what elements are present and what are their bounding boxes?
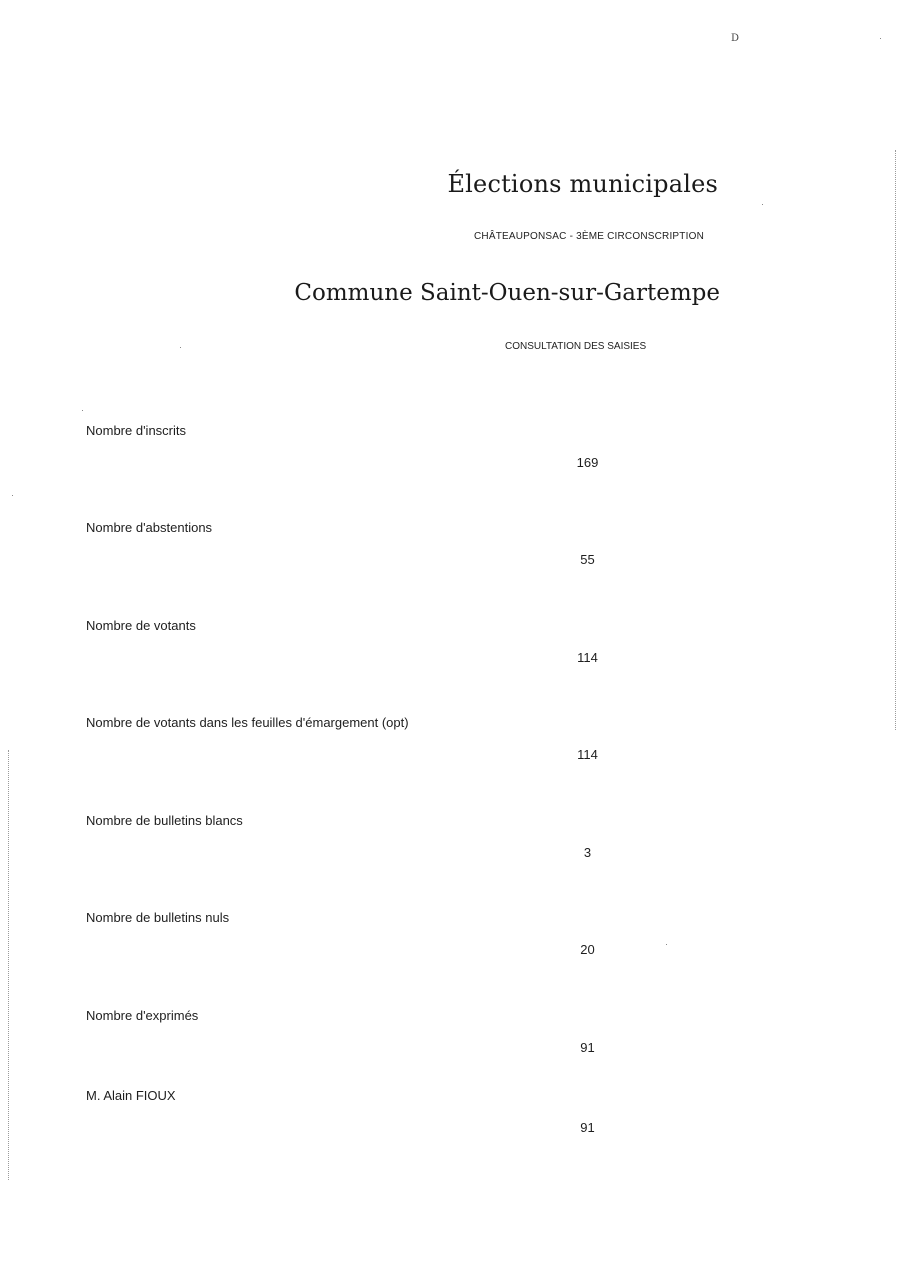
page-title: Élections municipales bbox=[447, 170, 718, 198]
row-label-votants-emargement: Nombre de votants dans les feuilles d'émargement (opt) bbox=[86, 715, 409, 730]
row-label-abstentions: Nombre d'abstentions bbox=[86, 520, 213, 535]
row-label-exprimes: Nombre d'exprimés bbox=[86, 1008, 199, 1023]
scan-speck bbox=[880, 38, 881, 39]
row-value-inscrits: 169 bbox=[576, 455, 599, 470]
scan-edge-dots-left bbox=[8, 750, 10, 1180]
row-label-votants: Nombre de votants bbox=[86, 618, 196, 633]
section-heading: CONSULTATION DES SAISIES bbox=[505, 341, 647, 352]
scan-edge-dots-right bbox=[895, 150, 897, 730]
scan-speck bbox=[762, 204, 763, 205]
row-label-bulletins-nuls: Nombre de bulletins nuls bbox=[86, 910, 230, 925]
row-label-inscrits: Nombre d'inscrits bbox=[86, 423, 187, 438]
commune-title: Commune Saint-Ouen-sur-Gartempe bbox=[294, 280, 720, 306]
page-corner-mark: D bbox=[731, 33, 740, 44]
scan-speck bbox=[666, 944, 667, 945]
row-value-votants: 114 bbox=[577, 650, 598, 665]
row-label-candidate: M. Alain FIOUX bbox=[86, 1088, 176, 1103]
row-value-bulletins-nuls: 20 bbox=[580, 942, 595, 957]
row-value-exprimes: 91 bbox=[580, 1040, 595, 1055]
row-label-bulletins-blancs: Nombre de bulletins blancs bbox=[86, 813, 243, 828]
scan-speck bbox=[12, 495, 13, 496]
scan-speck bbox=[82, 410, 83, 411]
circonscription-subtitle: CHÂTEAUPONSAC - 3ÈME CIRCONSCRIPTION bbox=[473, 231, 704, 242]
row-value-abstentions: 55 bbox=[580, 552, 595, 567]
scan-speck bbox=[180, 347, 181, 348]
row-value-candidate: 91 bbox=[580, 1120, 595, 1135]
row-value-votants-emargement: 114 bbox=[577, 747, 598, 762]
row-value-bulletins-blancs: 3 bbox=[583, 845, 592, 860]
